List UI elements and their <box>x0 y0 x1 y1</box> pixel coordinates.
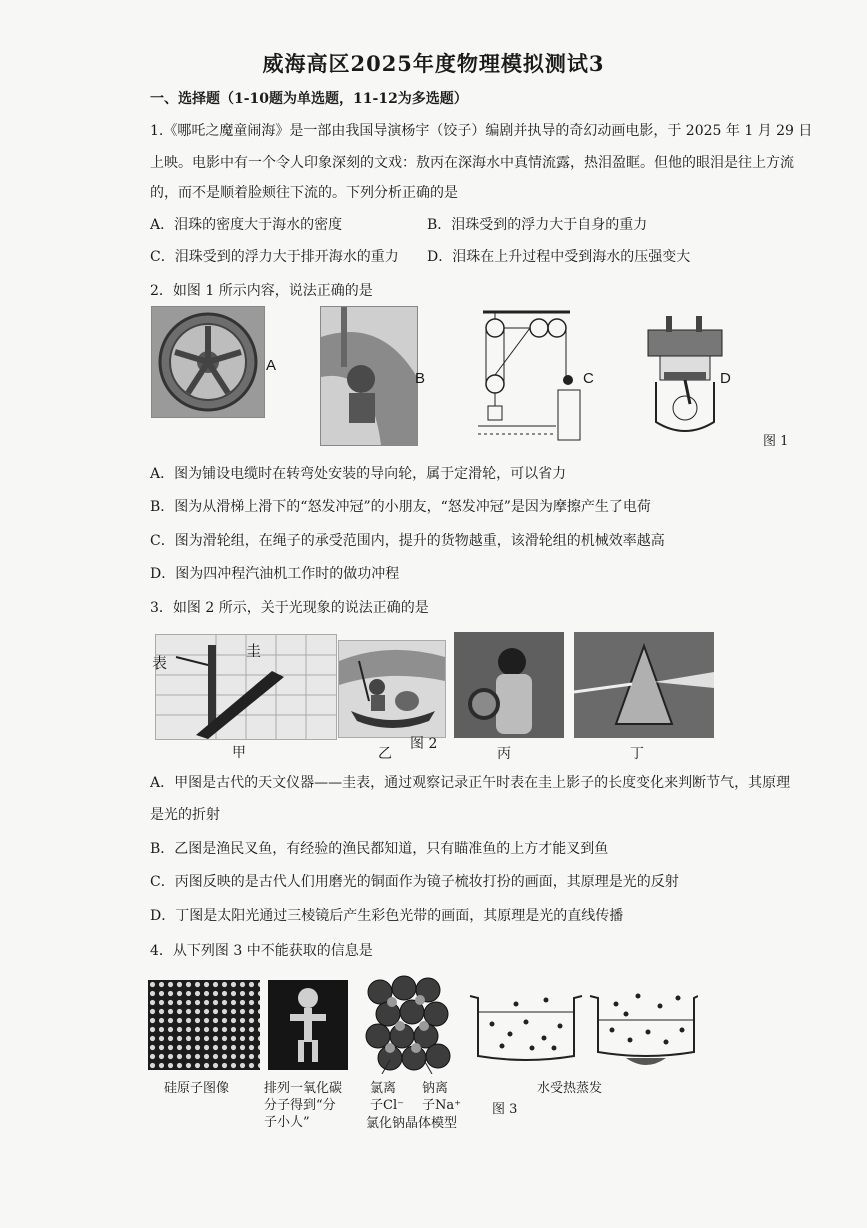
label-biao: 表 <box>152 654 168 672</box>
section-heading: 一、选择题（1-10题为单选题，11-12为多选题） <box>150 91 468 107</box>
silicon-atoms-image <box>148 980 260 1070</box>
fig1-label-a: A <box>266 357 277 374</box>
caption-silicon-atoms: 硅原子图像 <box>164 1081 230 1096</box>
fig1-caption: 图 1 <box>763 434 789 449</box>
fig1-label-b: B <box>415 370 426 387</box>
caption-cl-line1: 氯离 <box>370 1081 397 1096</box>
q1-line3: 的，而不是顺着脸颊往下流的。下列分析正确的是 <box>150 185 458 201</box>
prism-photo <box>574 632 714 738</box>
q2-option-d: D．图为四冲程汽油机工作时的做功冲程 <box>150 566 400 582</box>
pulley-wheel-photo <box>151 306 265 418</box>
caption-co-line1: 排列一氧化碳 <box>264 1081 343 1096</box>
q3-option-b: B．乙图是渔民叉鱼，有经验的渔民都知道，只有瞄准鱼的上方才能叉到鱼 <box>150 841 609 857</box>
fig1-label-d: D <box>720 370 731 387</box>
fig1-label-c: C <box>583 370 594 387</box>
q1-option-a: A．泪珠的密度大于海水的密度 <box>150 217 343 233</box>
q2-option-c: C．图为滑轮组，在绳子的承受范围内，提升的货物越重，该滑轮组的机械效率越高 <box>150 533 665 549</box>
q2-option-b: B．图为从滑梯上滑下的“怒发冲冠”的小朋友，“怒发冲冠”是因为摩擦产生了电荷 <box>150 499 651 515</box>
fig2-caption: 图 2 <box>410 736 438 752</box>
caption-water-evaporation: 水受热蒸发 <box>537 1081 603 1096</box>
q1-line2: 上映。电影中有一个令人印象深刻的文戏：敖丙在深海水中真情流露，热泪盈眶。但他的眼泪是往上方流 <box>150 155 794 171</box>
nacl-crystal-model <box>360 970 460 1074</box>
q1-option-c: C．泪珠受到的浮力大于排开海水的重力 <box>150 249 399 265</box>
q1-option-d: D．泪珠在上升过程中受到海水的压强变大 <box>427 249 691 265</box>
pulley-system-diagram <box>478 308 588 444</box>
q1-line1: 1.《哪吒之魔童闹海》是一部由我国导演杨宇（饺子）编剧并执导的奇幻动画电影，于 2025 年 1 月 29 日 <box>150 123 813 139</box>
q3-option-d: D．丁图是太阳光通过三棱镜后产生彩色光带的画面，其原理是光的直线传播 <box>150 908 624 924</box>
q3-option-a-line2: 是光的折射 <box>150 807 220 823</box>
caption-cl-line2: 子Cl⁻ <box>370 1098 404 1113</box>
fig2-label-ding: 丁 <box>630 746 644 762</box>
caption-nacl-model: 氯化钠晶体模型 <box>366 1116 458 1131</box>
water-evaporation-diagram <box>466 990 698 1072</box>
q3-stem: 3．如图 2 所示，关于光现象的说法正确的是 <box>150 600 429 616</box>
q2-option-a: A．图为铺设电缆时在转弯处安装的导向轮，属于定滑轮，可以省力 <box>150 466 567 482</box>
co-molecule-man-image <box>268 980 348 1070</box>
label-gui: 圭 <box>246 642 262 660</box>
engine-stroke-diagram <box>646 312 724 440</box>
fishing-photo <box>338 640 446 738</box>
fig2-label-yi: 乙 <box>378 746 392 762</box>
q3-option-a-line1: A．甲图是古代的天文仪器——圭表，通过观察记录正午时表在圭上影子的长度变化来判断节气，其原理 <box>150 775 791 791</box>
fig2-label-bing: 丙 <box>497 746 511 762</box>
bronze-mirror-photo <box>454 632 564 738</box>
caption-co-line2: 分子得到“分 <box>264 1098 336 1113</box>
q2-stem: 2．如图 1 所示内容，说法正确的是 <box>150 283 373 299</box>
q1-option-b: B．泪珠受到的浮力大于自身的重力 <box>427 217 648 233</box>
q3-option-c: C．丙图反映的是古代人们用磨光的铜面作为镜子梳妆打扮的画面，其原理是光的反射 <box>150 874 679 890</box>
caption-na-line1: 钠离 <box>422 1081 449 1096</box>
caption-co-line3: 子小人” <box>264 1115 310 1130</box>
q4-stem: 4．从下列图 3 中不能获取的信息是 <box>150 943 373 959</box>
fig2-label-jia: 甲 <box>232 745 246 761</box>
page-title: 威海高区2025年度物理模拟测试3 <box>262 51 605 76</box>
fig3-caption: 图 3 <box>492 1102 518 1117</box>
slide-child-photo <box>320 306 418 446</box>
caption-na-line2: 子Na⁺ <box>422 1098 461 1113</box>
